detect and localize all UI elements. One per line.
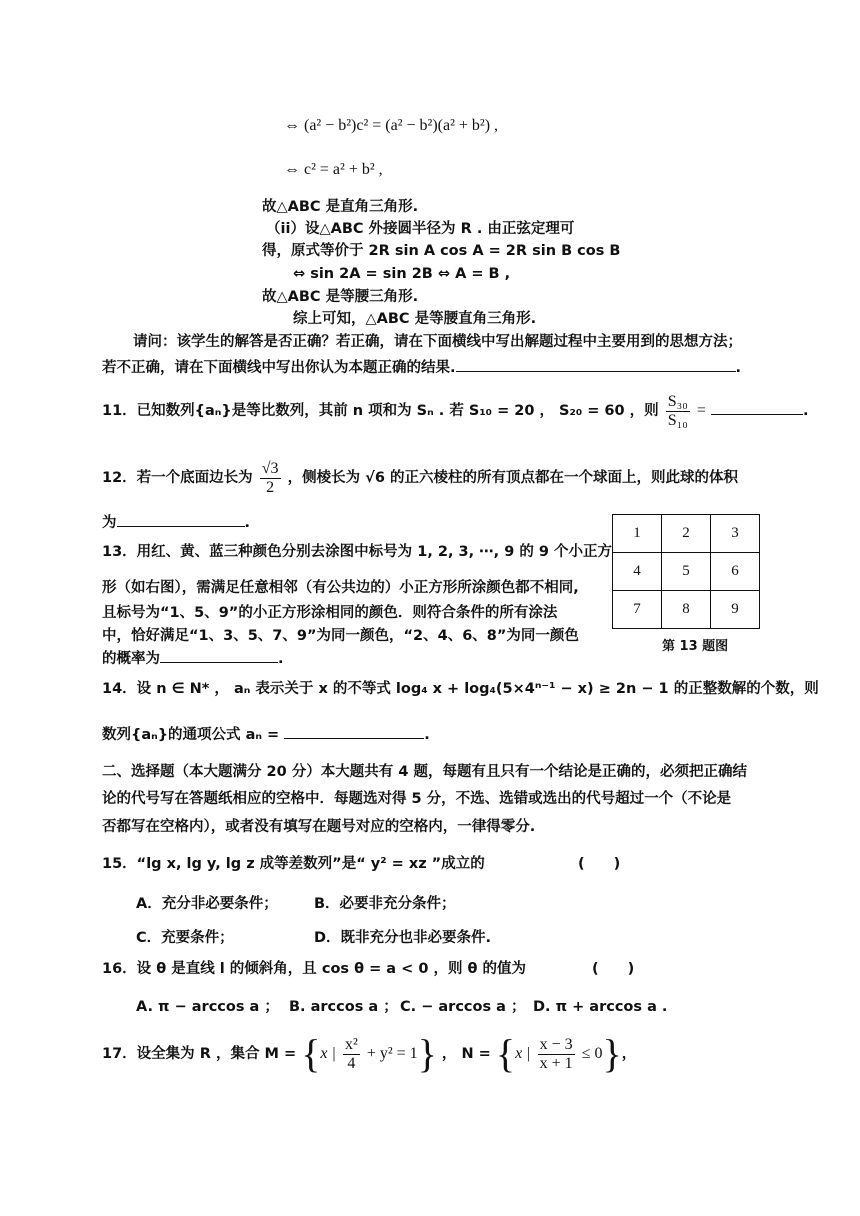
q11-text: 11．已知数列{aₙ}是等比数列，其前 n 项和为 Sₙ . 若 S₁₀ = 20 ， S₂₀ = 60 ，则 [102,403,659,419]
right-brace-icon: } [417,1031,437,1076]
q13-line-2: 形（如右图），需满足任意相邻（有公共边的）小正方形所涂颜色都不相同, [102,580,579,596]
proof-line-7: 故△ABC 是等腰三角形. [262,289,419,305]
q16-option-d[interactable]: D. π + arccos a . [533,999,668,1015]
q15-stem: 15．“lg x, lg y, lg z 成等差数列”是“ y² = xz ”成立的 [102,856,485,872]
q13-line-5: 的概率为 . [102,648,284,669]
left-brace-icon: { [495,1031,516,1076]
proof-line-1: ⇔ (a² − b²)c² = (a² − b²)(a² + b²) , [284,117,499,134]
q14-l2: 数列{aₙ}的通项公式 aₙ = [102,727,280,743]
section2-line-1: 二、选择题（本大题满分 20 分）本大题共有 4 题，每题有且只有一个结论是正确的，必须把正确结 [102,764,747,780]
answer-blank-12[interactable] [117,512,245,527]
q17-m-num: x² [344,1035,358,1053]
proof-line-8: 综上可知，△ABC 是等腰直角三角形. [293,311,537,327]
grid-cell: 6 [711,553,760,591]
q17-mid: ， N = [441,1046,491,1062]
answer-blank-14[interactable] [284,724,424,739]
grid-cell: 4 [613,553,662,591]
grid-cell: 5 [662,553,711,591]
q15-option-d[interactable]: D．既非充分也非必要条件. [314,930,492,946]
q17-post: ， [621,1046,637,1062]
question-17 [102,1028,636,1080]
q15-option-c[interactable]: C．充要条件； [136,930,234,946]
q12-pre: 12．若一个底面边长为 [102,470,253,486]
q17-n-num: x − 3 [539,1035,573,1053]
grid-cell: 7 [613,591,662,629]
grid-cell: 8 [662,591,711,629]
q16-option-b[interactable]: B. arccos a ； [289,999,398,1015]
right-brace-icon: } [602,1031,622,1076]
q15-option-a[interactable]: A．充分非必要条件； [136,896,278,912]
grid-cell: 3 [711,515,760,553]
q13-line-3: 且标号为“1、5、9”的小正方形涂相同的颜色．则符合条件的所有涂法 [102,605,558,621]
q12-frac-den: 2 [266,478,275,496]
q12-post: ，侧棱长为 √6 的正六棱柱的所有顶点都在一个球面上，则此球的体积 [287,470,738,486]
q17-n-den: x + 1 [539,1054,573,1072]
q16-answer-paren[interactable]: ( ) [592,961,635,977]
proof-line-2: ⇔ c² = a² + b² , [284,161,383,178]
q15-option-b[interactable]: B．必要非充分条件； [314,896,456,912]
q17-n-left: x | [515,1045,531,1062]
q13-l5: 的概率为 [102,651,160,667]
q17-m-right: + y² = 1 [366,1045,418,1062]
answer-blank-13[interactable] [160,648,278,663]
grid-cell: 2 [662,515,711,553]
question-12 [102,455,738,501]
proof-line-6: ⇔ sin 2A = sin 2B ⇔ A = B , [293,266,511,282]
answer-blank-10[interactable] [456,357,736,372]
q11-frac-num: S₃₀ [667,392,688,410]
q15-answer-paren[interactable]: ( ) [578,856,621,872]
q16-option-c[interactable]: C. − arccos a ； [400,999,526,1015]
q13-line-4: 中，恰好满足“1、3、5、7、9”为同一颜色，“2、4、6、8”为同一颜色 [102,628,579,644]
question-12-line-2: 为 . [102,512,250,533]
grid-row [613,591,760,629]
question-11: 11．已知数列{aₙ}是等比数列，其前 n 项和为 Sₙ . 若 S₁₀ = 20 ， S₂₀ = 60 ，则 $\frac{\text{S₃₀}}{\text{S₁₀}}$ = . [102,392,809,429]
section2-line-2: 论的代号写在答题纸相应的空格中．每题选对得 5 分，不选、选错或选出的代号超过一个（不论是 [102,791,732,807]
proof-line-3: 故△ABC 是直角三角形. [262,199,419,215]
prompt-line-2-text: 若不正确，请在下面横线中写出你认为本题正确的结果. [102,360,456,376]
q17-m-left: x | [320,1045,336,1062]
grid-cell: 9 [711,591,760,629]
grid-cell: 1 [613,515,662,553]
grid-row [613,553,760,591]
prompt-line-2: 若不正确，请在下面横线中写出你认为本题正确的结果. . [102,357,741,378]
q11-frac-den: S₁₀ [667,411,688,429]
number-grid-figure [612,514,760,629]
q12-l2: 为 [102,515,117,531]
proof-line-4: （ii）设△ABC 外接圆半径为 R . 由正弦定理可 [266,221,575,237]
q13-line-1: 13．用红、黄、蓝三种颜色分别去涂图中标号为 1, 2, 3, ⋯, 9 的 9 个小正方 [102,544,613,560]
q16-stem: 16．设 θ 是直线 l 的倾斜角，且 cos θ = a < 0 ，则 θ 的值为 [102,961,527,977]
q17-n-right: ≤ 0 [581,1045,603,1062]
q17-m-den: 4 [347,1054,356,1072]
q11-eq: = [696,402,706,419]
answer-blank-11[interactable] [711,400,803,415]
q14-line-1: 14．设 n ∈ N* ， aₙ 表示关于 x 的不等式 log₄ x + log₄(5×4ⁿ⁻¹ − x) ≥ 2n − 1 的正整数解的个数，则 [102,681,819,697]
q11-fraction [666,393,690,430]
q17-n-fraction [538,1036,575,1073]
section2-line-3: 否都写在空格内），或者没有填写在题号对应的空格内，一律得零分. [102,819,536,835]
figure-caption: 第 13 题图 [662,639,729,654]
grid-row [613,515,760,553]
proof-line-5: 得，原式等价于 2R sin A cos A = 2R sin B cos B [262,243,621,259]
q17-pre: 17．设全集为 R ，集合 M = [102,1046,297,1062]
left-brace-icon: { [301,1031,321,1076]
prompt-line-1: 请问：该学生的解答是否正确？若正确，请在下面横线中写出解题过程中主要用到的思想方法； [133,334,742,350]
q14-line-2: 数列{aₙ}的通项公式 aₙ = . [102,724,430,745]
q12-fraction [260,460,281,497]
q12-frac-num: √3 [261,459,279,477]
q16-option-a[interactable]: A. π − arccos a ； [136,999,279,1015]
q17-m-fraction [343,1036,360,1073]
